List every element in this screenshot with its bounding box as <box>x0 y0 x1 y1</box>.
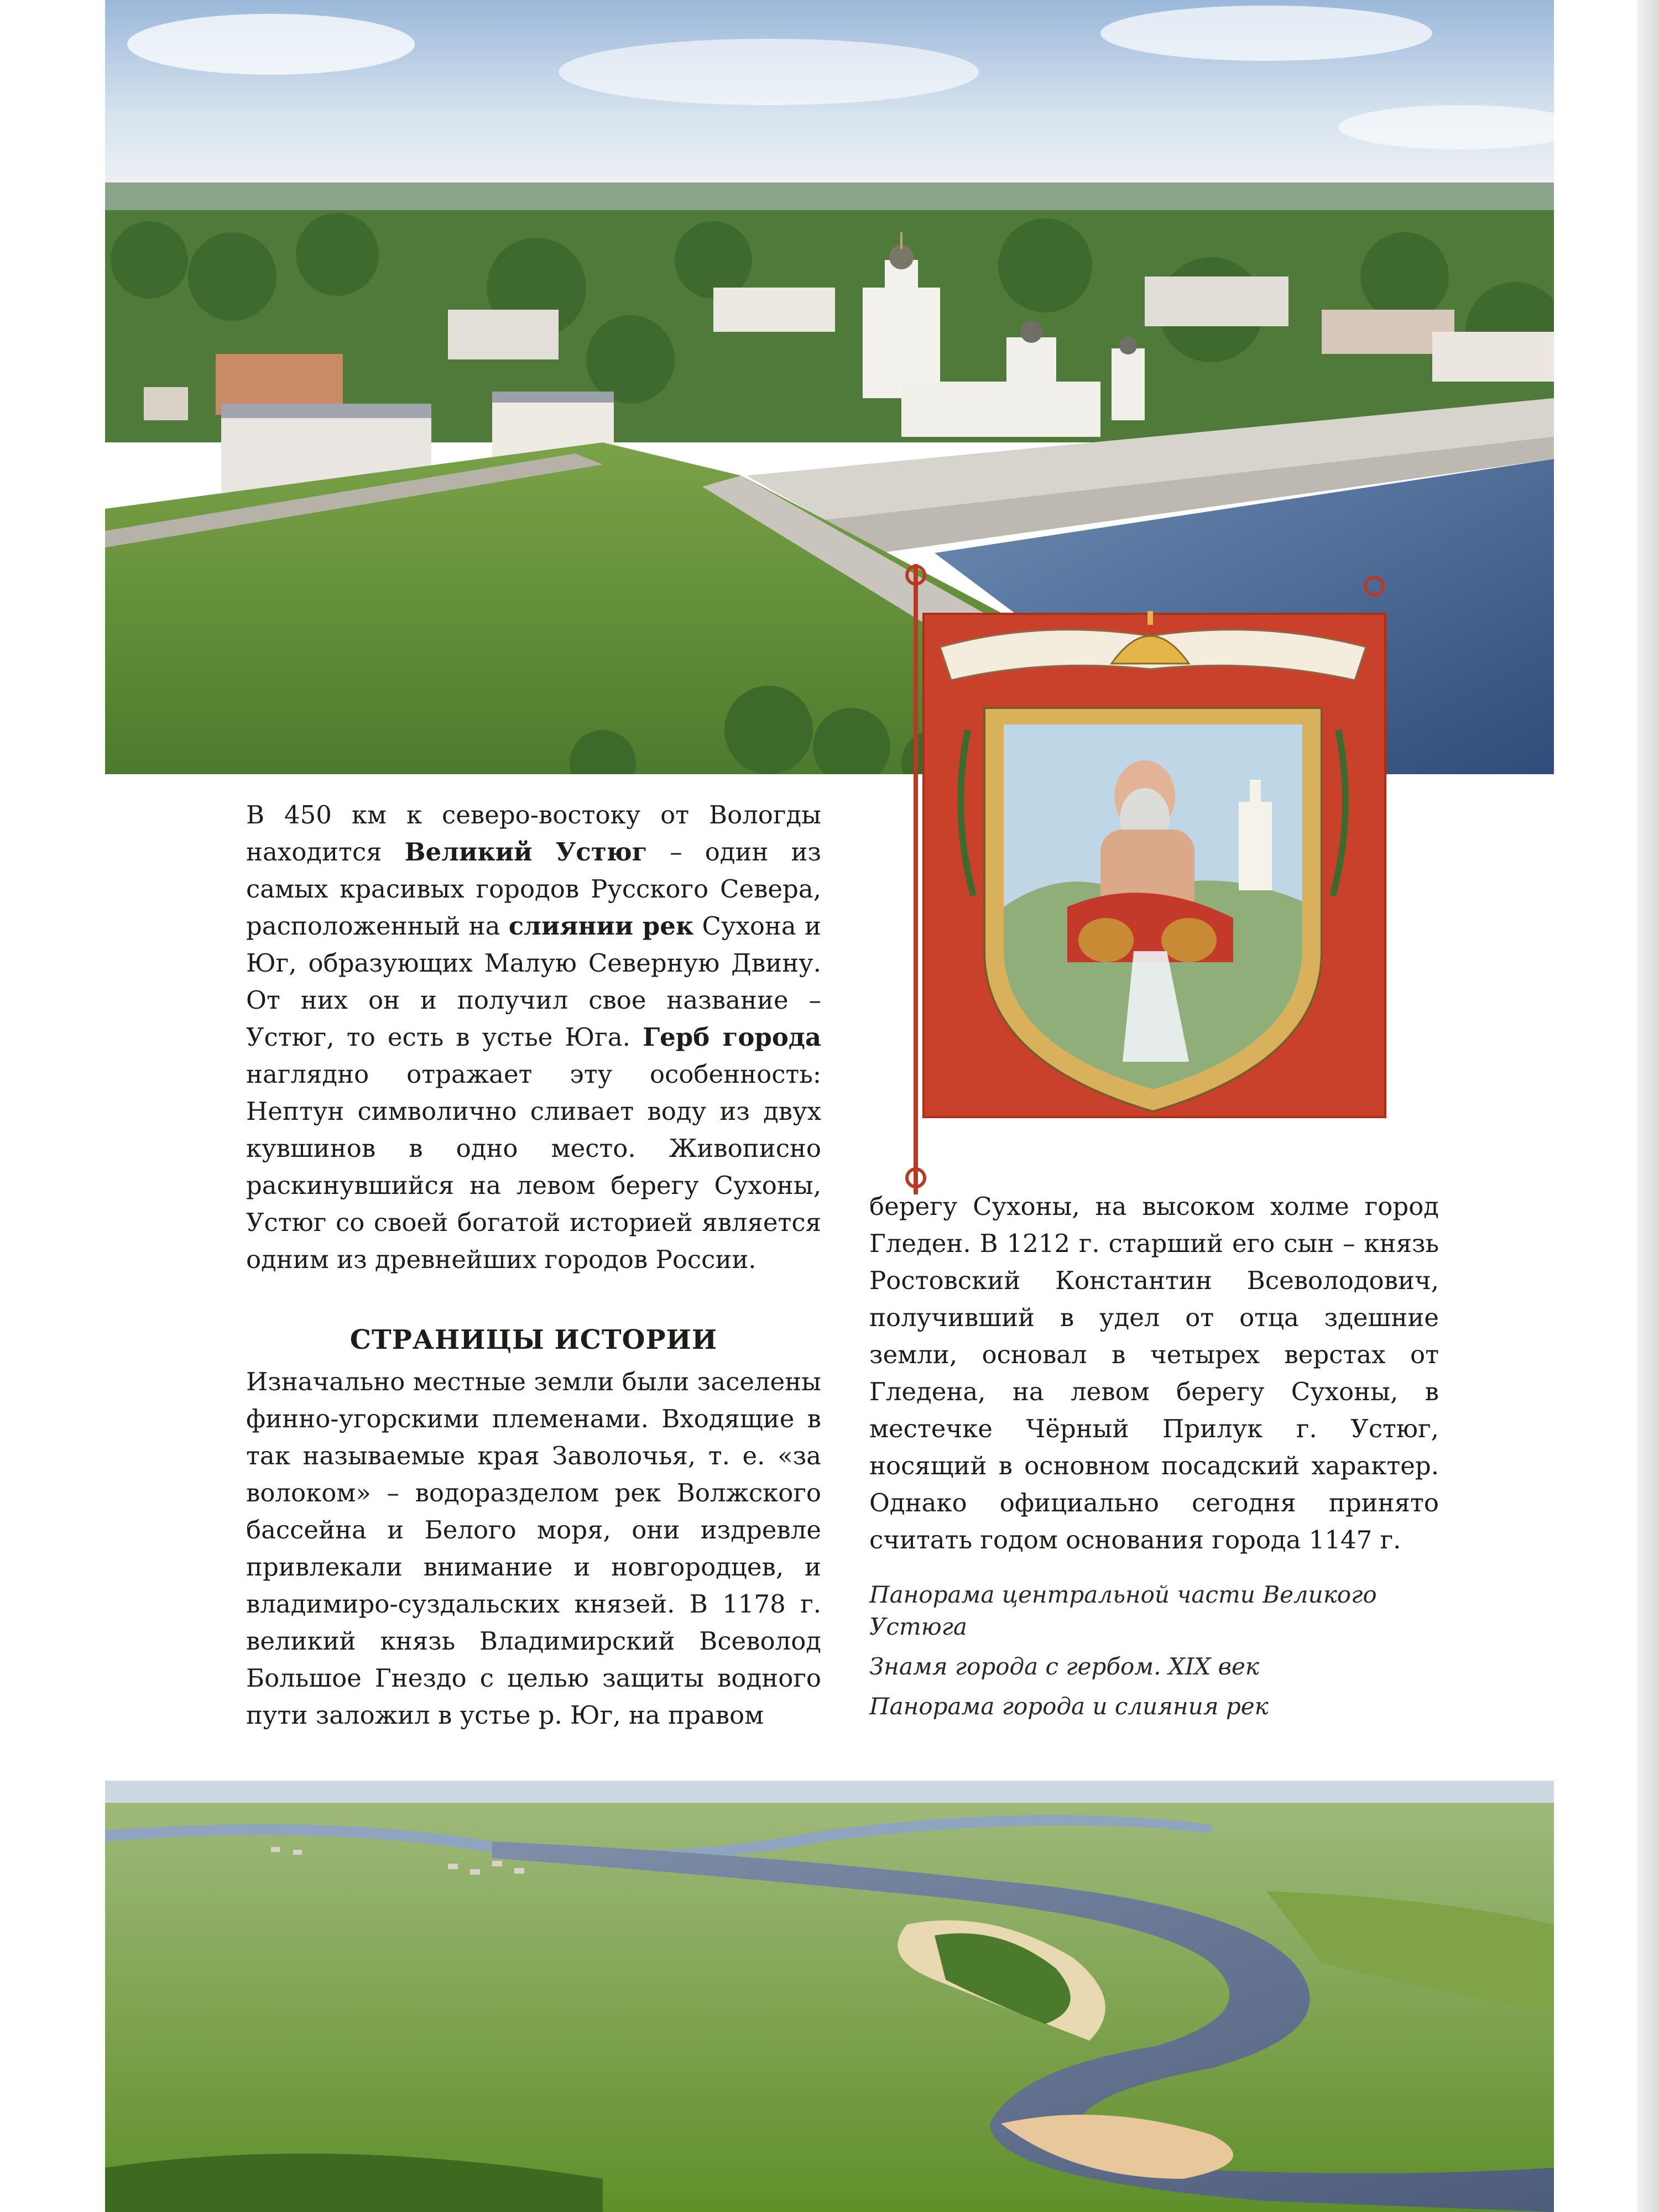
page-margin-left <box>0 0 105 2212</box>
intro-bold-city: Великий Устюг <box>404 837 648 867</box>
photo-captions <box>869 1579 1439 1730</box>
caption-rivers-panorama: Панорама города и слияния рек <box>869 1693 1269 1720</box>
intro-paragraph <box>246 796 821 1278</box>
page-margin-right <box>1637 0 1659 2212</box>
history-paragraph-left: Изначально местные земли были заселены финно-угорскими племенами. Входящие в так называемые края Заволочья, т. е. «за волоком» – водоразделом рек Волжского бассейна и Белого моря, они издревле привлекали внимание и новгородцев, и владимиро-суздальских князей. В 1178 г. великий князь Владимирский Всеволод Большое Гнездо с целью защиты водного пути заложил в устье р. Юг, на правом <box>246 1367 821 1730</box>
history-paragraph-right: берегу Сухоны, на высоком холме город Гледен. В 1212 г. старший его сын – князь Ростовский Константин Всеволодович, получивший в удел от отца здешние земли, основал в четырех верстах от Гледена, на левом берегу Сухоны, в местечке Чёрный Прилук г. Устюг, носящий в основном посадский характер. Однако официально сегодня принято считать годом основания города 1147 г. <box>869 1192 1439 1554</box>
caption-city-flag: Знамя города с гербом. XIX век <box>869 1653 1259 1680</box>
intro-text-3: Сухона и Юг, образующих Малую Северную Двину. От них он и получил свое название – Устюг, то есть в устье Юга. <box>246 911 821 1052</box>
caption-city-panorama: Панорама центральной части Великого Устюга <box>869 1581 1377 1640</box>
intro-bold-coat-of-arms: Герб города <box>643 1022 821 1052</box>
section-heading-history: СТРАНИЦЫ ИСТОРИИ <box>349 1324 718 1355</box>
photo-rivers-confluence <box>105 1781 1554 2212</box>
banner-city-flag <box>901 564 1399 1194</box>
intro-text-4: наглядно отражает эту особенность: Нептун символично сливает воду из двух кувшинов в одно место. Живописно раскинувшийся на левом берегу Сухоны, Устюг со своей богатой историей является одним из древнейших городов России. <box>246 1060 821 1274</box>
intro-text-2: – один из самых красивых городов Русского Севера, расположенный на <box>246 837 821 941</box>
intro-bold-rivers: слиянии рек <box>508 911 694 941</box>
intro-text-1: В 450 км к северо-востоку от Вологды находится <box>246 800 821 867</box>
